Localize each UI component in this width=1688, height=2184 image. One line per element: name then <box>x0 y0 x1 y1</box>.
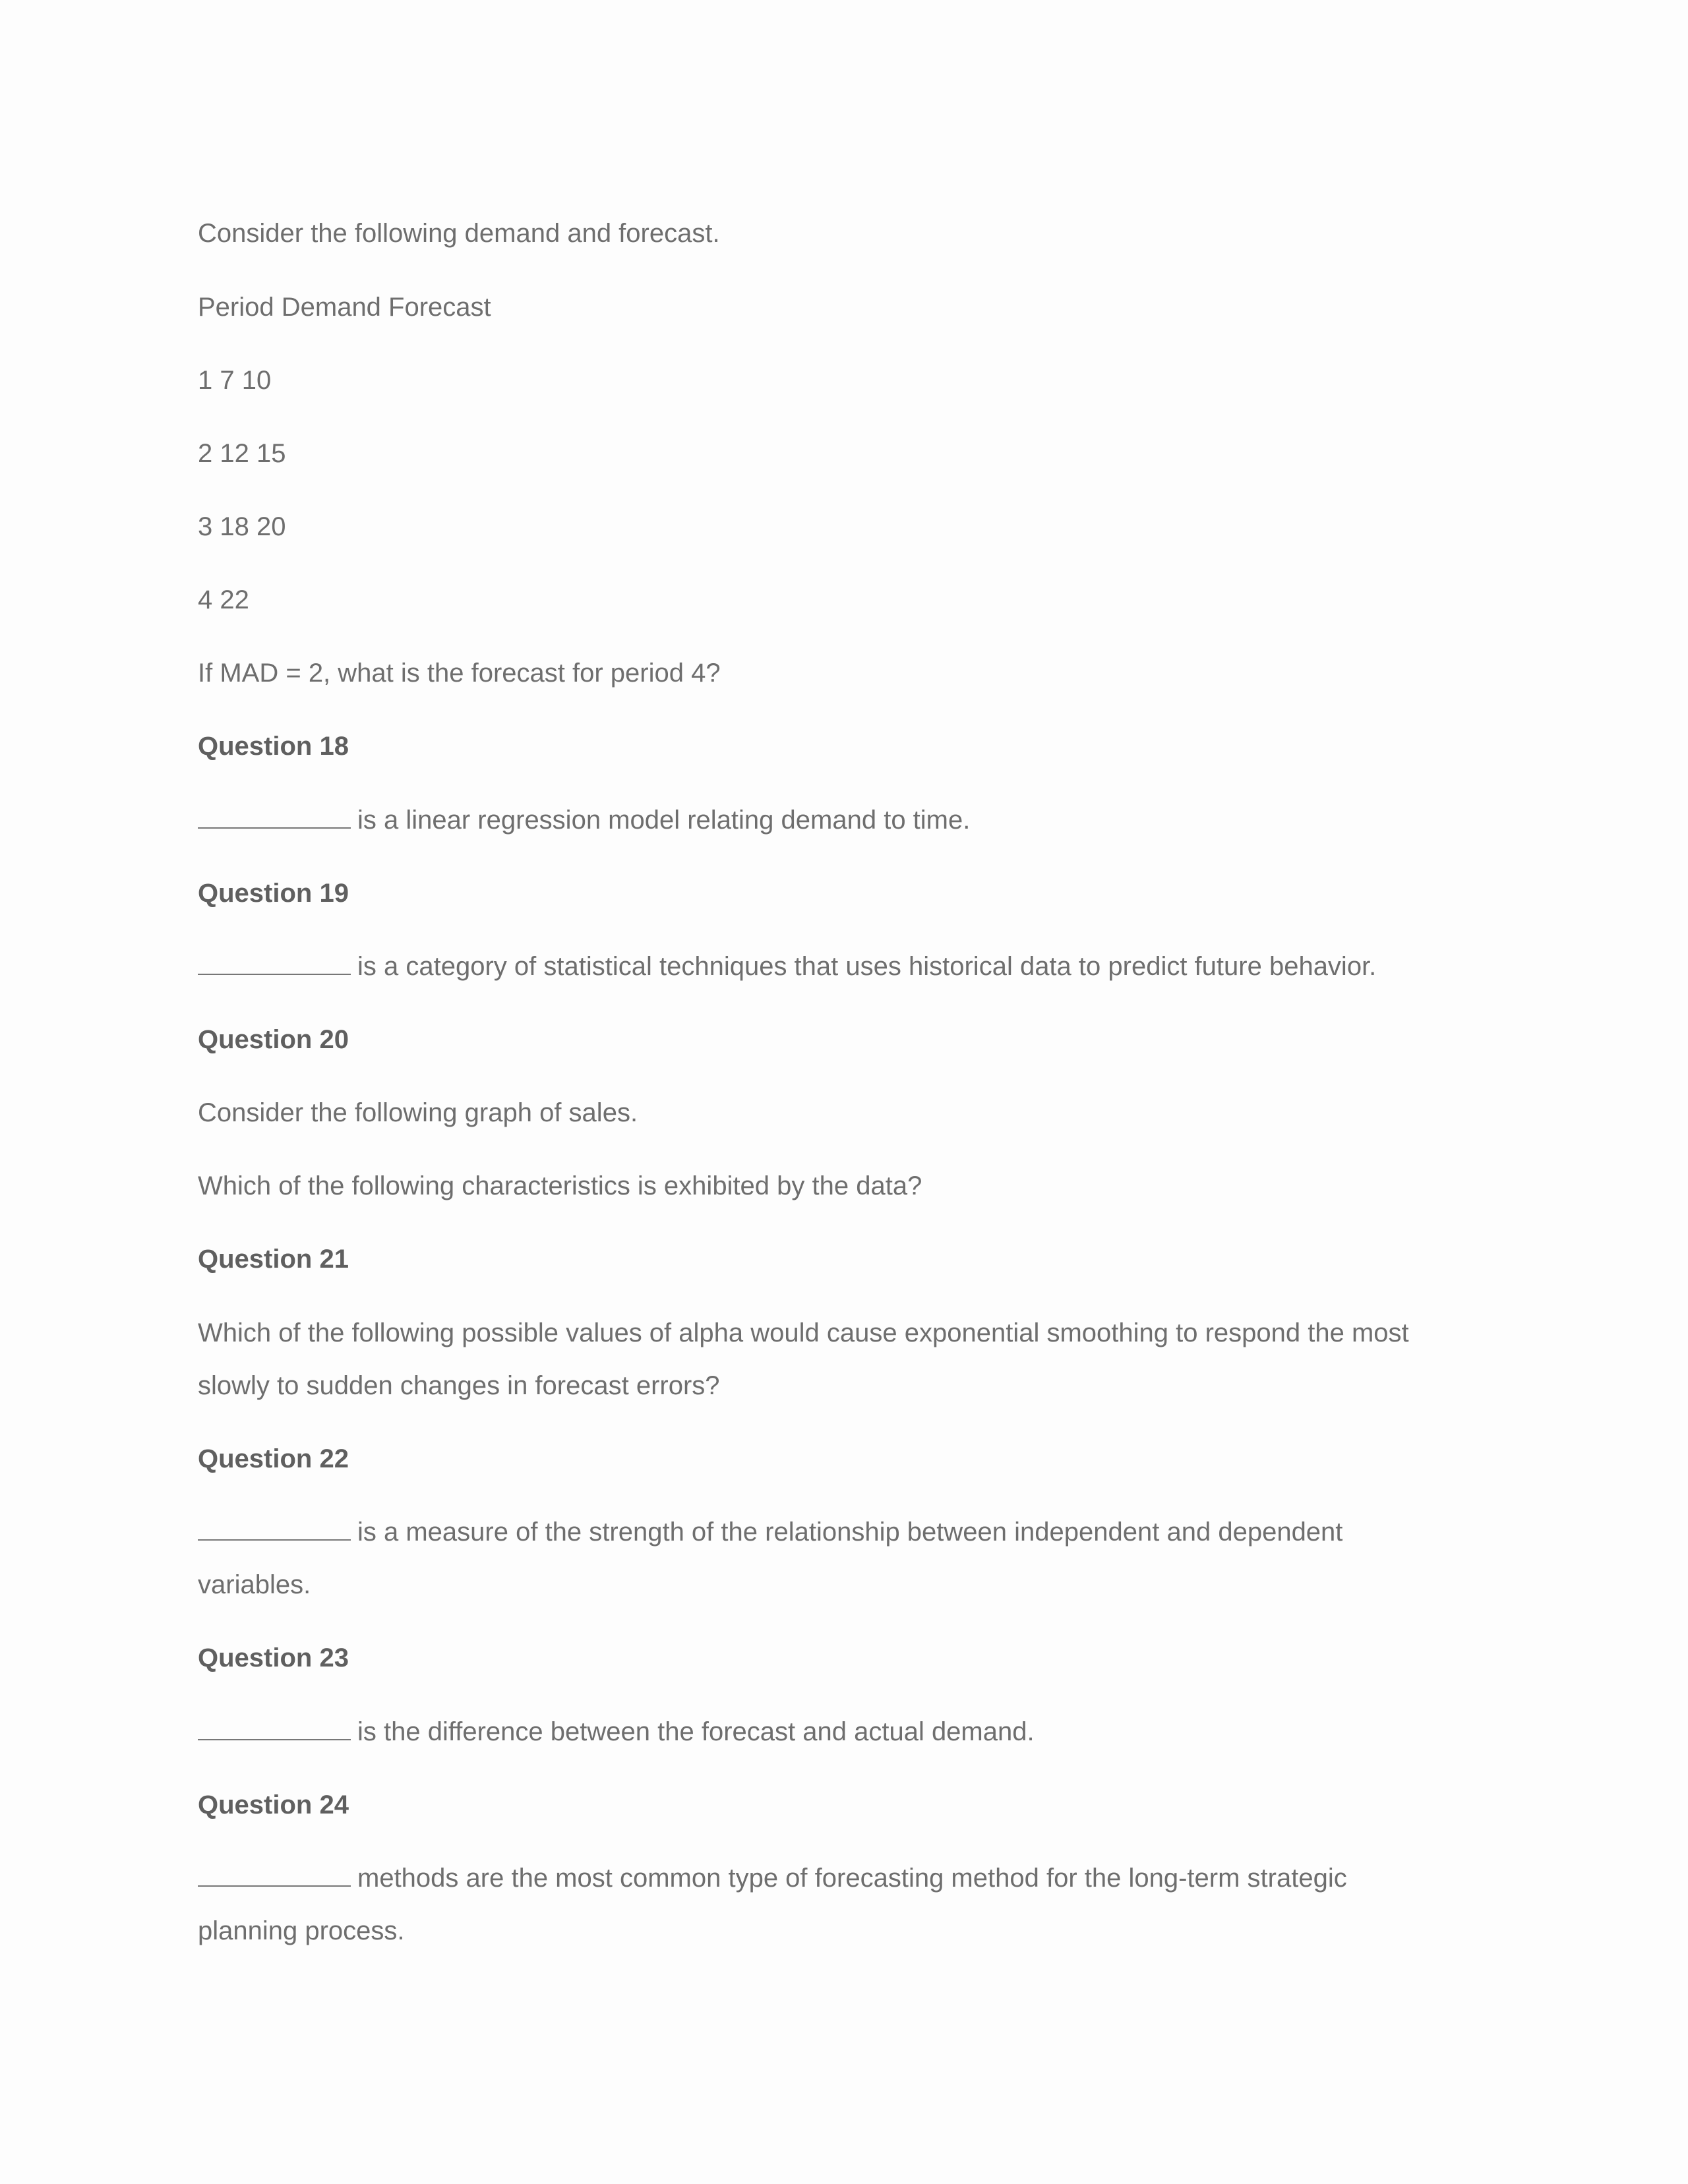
question-heading-21: Question 21 <box>198 1245 349 1274</box>
table-row: 3 18 20 <box>198 512 286 541</box>
question-23-text <box>198 1705 1035 1758</box>
answer-blank <box>198 1719 351 1740</box>
question-20-line-1: Consider the following graph of sales. <box>198 1098 638 1127</box>
intro-text: Consider the following demand and forecast. <box>198 219 720 248</box>
question-22-line-1: is a measure of the strength of the relationship between independent and dependent <box>357 1518 1343 1547</box>
question-22-line-2: variables. <box>198 1570 311 1599</box>
question-19-line: is a category of statistical techniques that uses historical data to predict future behavior. <box>357 952 1377 981</box>
question-19-text <box>198 940 1376 993</box>
question-21-line-2: slowly to sudden changes in forecast errors? <box>198 1371 720 1400</box>
table-row: 4 22 <box>198 585 249 614</box>
question-heading-23: Question 23 <box>198 1643 349 1672</box>
question-23-line: is the difference between the forecast and actual demand. <box>357 1717 1035 1746</box>
question-heading-18: Question 18 <box>198 732 349 761</box>
table-row: 1 7 10 <box>198 366 272 395</box>
answer-blank <box>198 954 351 975</box>
question-heading-20: Question 20 <box>198 1025 349 1054</box>
question-24-text <box>198 1852 1347 1904</box>
question-heading-24: Question 24 <box>198 1790 349 1819</box>
question-heading-22: Question 22 <box>198 1444 349 1473</box>
mad-question-text: If MAD = 2, what is the forecast for period 4? <box>198 659 721 688</box>
answer-blank <box>198 1866 351 1887</box>
table-row: 2 12 15 <box>198 439 286 468</box>
question-24-line-1: methods are the most common type of forecasting method for the long-term strategic <box>357 1864 1347 1893</box>
question-24-line-2: planning process. <box>198 1916 405 1945</box>
question-20-line-2: Which of the following characteristics is exhibited by the data? <box>198 1171 922 1200</box>
question-18-text <box>198 794 970 846</box>
question-21-line-1: Which of the following possible values of alpha would cause exponential smoothing to respond the most <box>198 1318 1409 1347</box>
answer-blank <box>198 808 351 829</box>
answer-blank <box>198 1520 351 1541</box>
question-18-line: is a linear regression model relating demand to time. <box>357 806 971 835</box>
table-header: Period Demand Forecast <box>198 293 491 322</box>
question-22-text <box>198 1506 1342 1558</box>
question-heading-19: Question 19 <box>198 879 349 908</box>
